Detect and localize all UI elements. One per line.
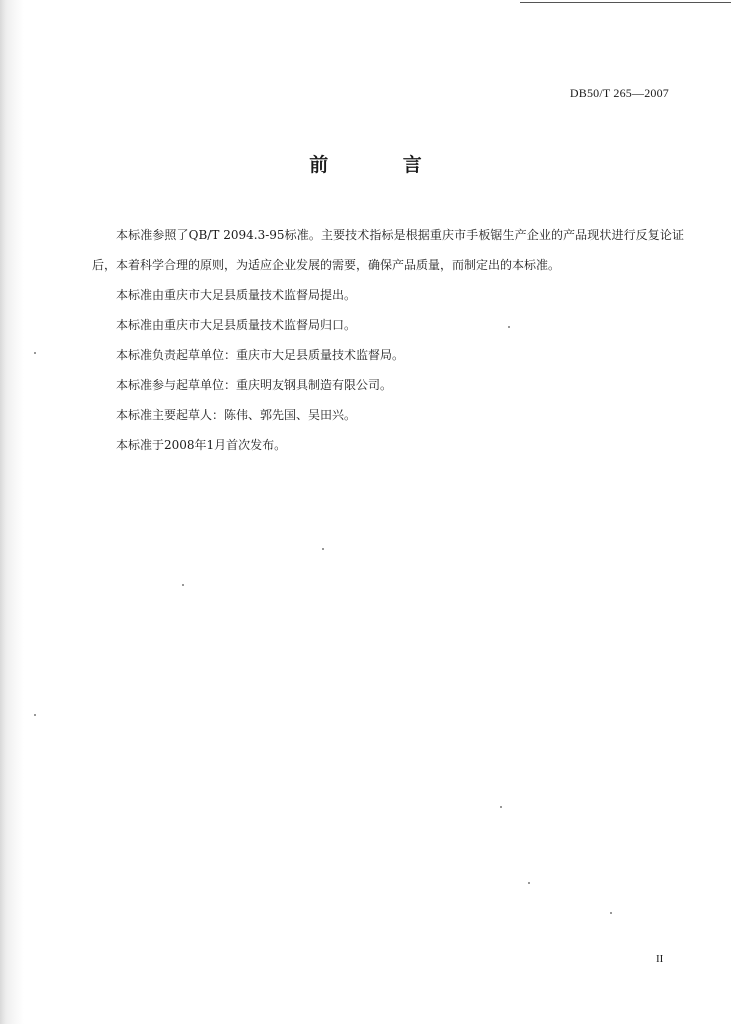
paragraph-reference: 本标准参照了QB/T 2094.3-95标准。主要技术指标是根据重庆市手板锯生产企业的产品现状进行反复论证后，本着科学合理的原则，为适应企业发展的需要，确保产品质量，而制定出的本标准。 (92, 228, 684, 272)
paragraph-participating-unit: 本标准参与起草单位：重庆明友钢具制造有限公司。 (116, 378, 393, 392)
paragraph-proposer: 本标准由重庆市大足县质量技术监督局提出。 (116, 288, 357, 302)
scan-speck (528, 882, 530, 884)
paragraph-issue-date: 本标准于2008年1月首次发布。 (116, 438, 287, 452)
paragraph-drafters: 本标准主要起草人：陈伟、郭先国、吴田兴。 (116, 408, 357, 422)
scan-speck (34, 352, 36, 354)
scan-speck (182, 584, 184, 586)
scan-speck (322, 548, 324, 550)
scan-speck (34, 714, 36, 716)
page-title: 前 言 (309, 154, 456, 176)
scan-speck (500, 806, 502, 808)
scan-speck (508, 326, 510, 328)
top-rule (520, 2, 731, 3)
scan-speck (610, 912, 612, 914)
foreword-body (92, 220, 684, 460)
page-number: II (656, 953, 664, 965)
paragraph-administrator: 本标准由重庆市大足县质量技术监督局归口。 (116, 318, 357, 332)
paragraph-drafting-unit: 本标准负责起草单位：重庆市大足县质量技术监督局。 (116, 348, 405, 362)
document-code: DB50/T 265—2007 (569, 86, 669, 100)
